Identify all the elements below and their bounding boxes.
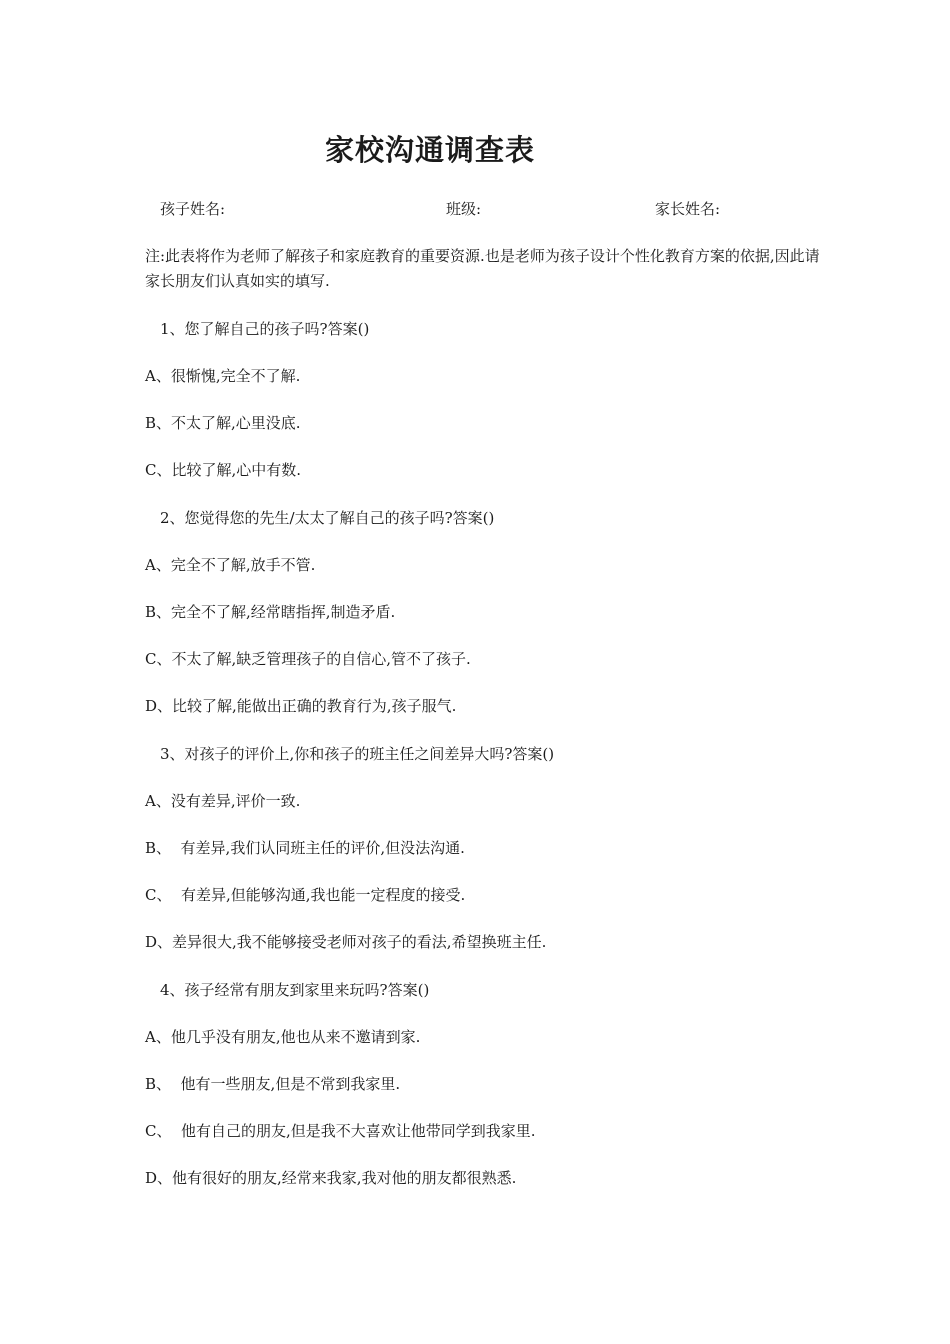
question-3-option-d: D、差异很大,我不能够接受老师对孩子的看法,希望换班主任. bbox=[145, 933, 547, 951]
class-label: 班级: bbox=[446, 200, 482, 218]
question-4: 4、孩子经常有朋友到家里来玩吗?答案() bbox=[160, 981, 430, 999]
question-2-option-a: A、完全不了解,放手不管. bbox=[145, 556, 316, 574]
question-3-option-a: A、没有差异,评价一致. bbox=[145, 792, 301, 810]
question-4-option-c: C、 他有自己的朋友,但是我不大喜欢让他带同学到我家里. bbox=[145, 1122, 536, 1140]
question-3-option-c: C、 有差异,但能够沟通,我也能一定程度的接受. bbox=[145, 886, 466, 904]
question-1: 1、您了解自己的孩子吗?答案() bbox=[160, 320, 370, 338]
question-1-option-a: A、很惭愧,完全不了解. bbox=[145, 367, 301, 385]
question-3: 3、对孩子的评价上,你和孩子的班主任之间差异大吗?答案() bbox=[160, 745, 555, 763]
question-3-option-b: B、 有差异,我们认同班主任的评价,但没法沟通. bbox=[145, 839, 465, 857]
info-fields bbox=[0, 198, 950, 220]
question-4-option-a: A、他几乎没有朋友,他也从来不邀请到家. bbox=[145, 1028, 421, 1046]
question-1-option-c: C、比较了解,心中有数. bbox=[145, 461, 302, 479]
question-2-option-d: D、比较了解,能做出正确的教育行为,孩子服气. bbox=[145, 697, 457, 715]
question-4-option-d: D、他有很好的朋友,经常来我家,我对他的朋友都很熟悉. bbox=[145, 1169, 517, 1187]
question-2-option-b: B、完全不了解,经常瞎指挥,制造矛盾. bbox=[145, 603, 396, 621]
parent-name-label: 家长姓名: bbox=[655, 200, 721, 218]
child-name-label: 孩子姓名: bbox=[160, 200, 226, 218]
instruction-note: 注:此表将作为老师了解孩子和家庭教育的重要资源.也是老师为孩子设计个性化教育方案的依据,因此请家长朋友们认真如实的填写. bbox=[145, 247, 820, 290]
page-title: 家校沟通调查表 bbox=[324, 133, 535, 167]
question-1-option-b: B、不太了解,心里没底. bbox=[145, 414, 301, 432]
question-2: 2、您觉得您的先生/太太了解自己的孩子吗?答案() bbox=[160, 509, 495, 527]
question-2-option-c: C、不太了解,缺乏管理孩子的自信心,管不了孩子. bbox=[145, 650, 471, 668]
question-4-option-b: B、 他有一些朋友,但是不常到我家里. bbox=[145, 1075, 401, 1093]
